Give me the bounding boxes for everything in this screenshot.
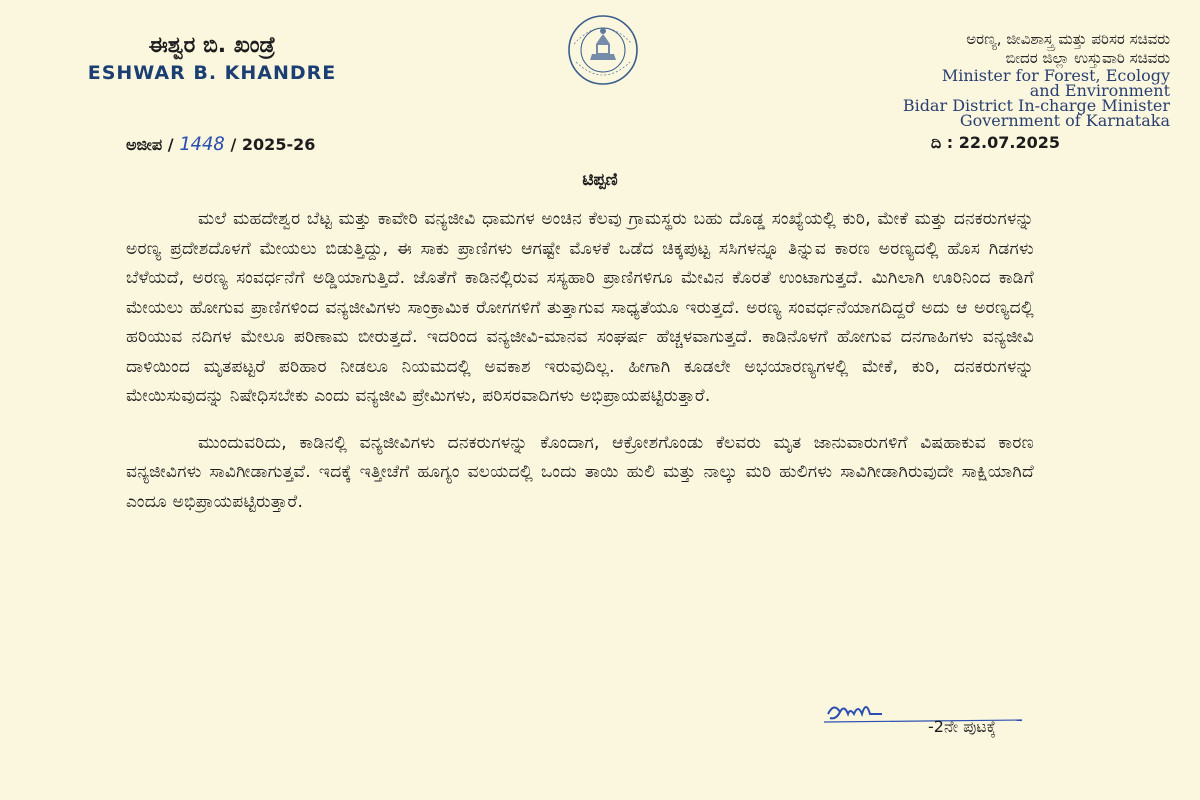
emblem-icon: [532, 14, 674, 86]
government-seal: [532, 14, 674, 86]
reference-number: [126, 133, 315, 155]
office-title-english-4: Government of Karnataka: [959, 111, 1170, 130]
reference-suffix: / 2025-26: [230, 135, 316, 154]
body-paragraph-1: ಮಲೆ ಮಹದೇಶ್ವರ ಬೆಟ್ಟ ಮತ್ತು ಕಾವೇರಿ ವನ್ಯಜೀವಿ ಧಾಮಗಳ ಅಂಚಿನ ಕೆಲವು ಗ್ರಾಮಸ್ಥರು ಬಹು ದೊಡ್ಡ ಸಂಖ್ಯೆಯಲ್ಲಿ ಕುರಿ, ಮೇಕೆ ಮತ್ತು ದನಕರುಗಳನ್ನು ಅರಣ್ಯ ಪ್ರದೇಶದೊಳಗೆ ಮೇಯಲು ಬಿಡುತ್ತಿದ್ದು, ಈ ಸಾಕು ಪ್ರಾಣಿಗಳು ಆಗಷ್ಟೇ ಮೊಳಕೆ ಒಡೆದ ಚಿಕ್ಕಪುಟ್ಟ ಸಸಿಗಳನ್ನೂ ತಿನ್ನುವ ಕಾರಣ ಅರಣ್ಯದಲ್ಲಿ ಹೊಸ ಗಿಡಗಳು ಬೆಳೆಯದೆ, ಅರಣ್ಯ ಸಂವರ್ಧನೆಗೆ ಅಡ್ಡಿಯಾಗುತ್ತಿದೆ. ಜೊತೆಗೆ ಕಾಡಿನಲ್ಲಿರುವ ಸಸ್ಯಹಾರಿ ಪ್ರಾಣಿಗಳಿಗೂ ಮೇವಿನ ಕೊರತೆ ಉಂಟಾಗುತ್ತದೆ. ಮಿಗಿಲಾಗಿ ಊರಿನಿಂದ ಕಾಡಿಗೆ ಮೇಯಲು ಹೋಗುವ ಪ್ರಾಣಿಗಳಿಂದ ವನ್ಯಜೀವಿಗಳು ಸಾಂಕ್ರಾಮಿಕ ರೋಗಗಳಿಗೆ ತುತ್ತಾಗುವ ಸಾಧ್ಯತೆಯೂ ಇರುತ್ತದೆ. ಅರಣ್ಯ ಸಂವರ್ಧನೆಯಾಗದಿದ್ದರೆ ಅದು ಆ ಅರಣ್ಯದಲ್ಲಿ ಹರಿಯುವ ನದಿಗಳ ಮೇಲೂ ಪರಿಣಾಮ ಬೀರುತ್ತದೆ. ಇದರಿಂದ ವನ್ಯಜೀವಿ-ಮಾನವ ಸಂಘರ್ಷ ಹೆಚ್ಚಳವಾಗುತ್ತದೆ. ಕಾಡಿನೊಳಗೆ ಹೋಗುವ ದನಗಾಹಿಗಳು ವನ್ಯಜೀವಿ ದಾಳಿಯಿಂದ ಮೃತಪಟ್ಟರೆ ಪರಿಹಾರ ನೀಡಲೂ ನಿಯಮದಲ್ಲಿ ಅವಕಾಶ ಇರುವುದಿಲ್ಲ. ಹೀಗಾಗಿ ಕೂಡಲೇ ಅಭಯಾರಣ್ಯಗಳಲ್ಲಿ ಮೇಕೆ, ಕುರಿ, ದನಕರುಗಳನ್ನು ಮೇಯಿಸುವುದನ್ನು ನಿಷೇಧಿಸಬೇಕು ಎಂದು ವನ್ಯಜೀವಿ ಪ್ರೇಮಿಗಳು, ಪರಿಸರವಾದಿಗಳು ಅಭಿಪ್ರಾಯಪಟ್ಟಿರುತ್ತಾರೆ.: [126, 209, 1034, 406]
office-title-kannada-1: ಅರಣ್ಯ, ಜೀವಿಶಾಸ್ತ್ರ ಮತ್ತು ಪರಿಸರ ಸಚಿವರು: [966, 30, 1170, 48]
office-title-english-1: Minister for Forest, Ecology: [941, 66, 1170, 85]
office-block: [750, 30, 1170, 128]
office-title-english-2: and Environment: [1029, 81, 1170, 100]
sender-name-english: ESHWAR B. KHANDRE: [87, 62, 337, 84]
document-heading: ಟಿಪ್ಪಣಿ: [582, 170, 618, 190]
sender-name-kannada: ಈಶ್ವರ ಬಿ. ಖಂಡ್ರೆ: [148, 33, 276, 58]
signature-icon: [822, 694, 1032, 728]
reference-handwritten-number: 1448: [179, 133, 225, 155]
document-date: [931, 133, 1060, 153]
date-value: 22.07.2025: [958, 133, 1060, 152]
continuation-note: -2ನೇ ಪುಟಕ್ಕೆ: [928, 717, 997, 736]
signature: [822, 694, 1032, 728]
reference-prefix: ಅಜೀಪ /: [126, 135, 174, 154]
date-label: ದಿ :: [930, 133, 954, 152]
body-paragraph-2: ಮುಂದುವರಿದು, ಕಾಡಿನಲ್ಲಿ ವನ್ಯಜೀವಿಗಳು ದನಕರುಗಳನ್ನು ಕೊಂದಾಗ, ಆಕ್ರೋಶಗೊಂಡು ಕೆಲವರು ಮೃತ ಜಾನುವಾರುಗಳಿಗೆ ವಿಷಹಾಕುವ ಕಾರಣ ವನ್ಯಜೀವಿಗಳು ಸಾವಿಗೀಡಾಗುತ್ತವೆ. ಇದಕ್ಕೆ ಇತ್ತೀಚೆಗೆ ಹೂಗ್ಯಂ ವಲಯದಲ್ಲಿ ಒಂದು ತಾಯಿ ಹುಲಿ ಮತ್ತು ನಾಲ್ಕು ಮರಿ ಹುಲಿಗಳು ಸಾವಿಗೀಡಾಗಿರುವುದೇ ಸಾಕ್ಷಿಯಾಗಿದೆ ಎಂದೂ ಅಭಿಪ್ರಾಯಪಟ್ಟಿರುತ್ತಾರೆ.: [126, 432, 1034, 512]
office-title-english-3: Bidar District In-charge Minister: [902, 96, 1170, 115]
sender-block: [42, 32, 382, 86]
office-title-kannada-2: ಬೀದರ ಜಿಲ್ಲಾ ಉಸ್ತುವಾರಿ ಸಚಿವರು: [1005, 49, 1170, 67]
document-body: [126, 205, 1034, 534]
